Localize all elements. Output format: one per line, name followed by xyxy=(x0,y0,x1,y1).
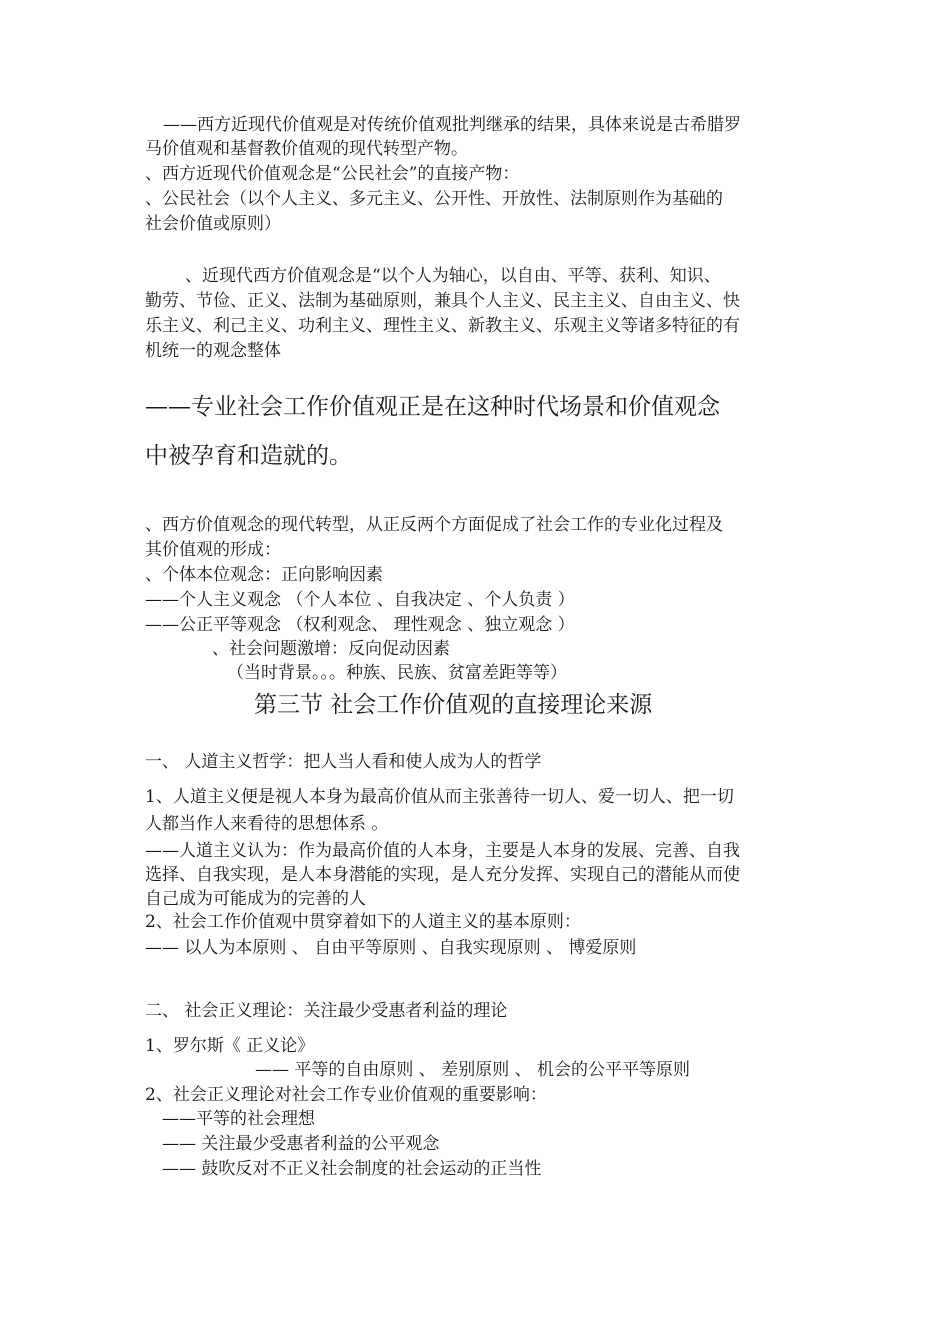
text-line: 、西方价值观念的现代转型，从正反两个方面促成了社会工作的专业化过程及 xyxy=(145,515,723,535)
text-line: —— 平等的自由原则 、 差别原则 、 机会的公平平等原则 xyxy=(255,1060,691,1080)
text-line: 、西方近现代价值观念是“公民社会”的直接产物： xyxy=(145,164,520,184)
text-line: 、近现代西方价值观念是“以个人为轴心，以自由、平等、获利、知识、 xyxy=(185,266,721,286)
text-line: —— 以人为本原则 、 自由平等原则 、自我实现原则 、 博爱原则 xyxy=(145,938,637,958)
text-line: ——公正平等观念 （权利观念、 理性观念 、独立观念 ） xyxy=(145,615,575,635)
subsection-heading: 二、 社会正义理论：关注最少受惠者利益的理论 xyxy=(145,1001,508,1021)
text-line: 、个体本位观念：正向影响因素 xyxy=(145,565,383,585)
text-line: 人都当作人来看待的思想体系 。 xyxy=(145,814,389,834)
text-line: 1、人道主义便是视人本身为最高价值从而主张善待一切人、爱一切人、把一切 xyxy=(145,787,734,807)
text-line: 、社会问题激增：反向促动因素 xyxy=(212,639,450,659)
text-line: 1、罗尔斯《 正义论》 xyxy=(145,1036,315,1056)
text-line: ——个人主义观念 （个人本位 、自我决定 、个人负责 ） xyxy=(145,590,575,610)
text-line: 其价值观的形成： xyxy=(145,540,281,560)
text-line: ——平等的社会理想 xyxy=(162,1109,315,1129)
text-line: 马价值观和基督教价值观的现代转型产物。 xyxy=(145,139,468,159)
text-line: ——人道主义认为：作为最高价值的人本身，主要是人本身的发展、完善、自我 xyxy=(145,841,740,861)
text-line: 、公民社会（以个人主义、多元主义、公开性、开放性、法制原则作为基础的 xyxy=(145,189,723,209)
text-line: 2、社会工作价值观中贯穿着如下的人道主义的基本原则： xyxy=(145,912,581,932)
text-line: 2、社会正义理论对社会工作专业价值观的重要影响： xyxy=(145,1085,547,1105)
emphasis-line: ——专业社会工作价值观正是在这种时代场景和价值观念 xyxy=(145,394,720,420)
text-line: 选择、自我实现，是人本身潜能的实现，是人充分发挥、实现自己的潜能从而使 xyxy=(145,865,740,885)
text-line: 社会价值或原则） xyxy=(145,214,281,234)
text-line: ——西方近现代价值观是对传统价值观批判继承的结果，具体来说是古希腊罗 xyxy=(163,115,741,135)
text-line: 勤劳、节俭、正义、法制为基础原则，兼具个人主义、民主主义、自由主义、快 xyxy=(145,291,740,311)
text-line: （当时背景。。。种族、民族、贫富差距等等） xyxy=(227,663,567,683)
text-line: —— 鼓吹反对不正义社会制度的社会运动的正当性 xyxy=(162,1159,542,1179)
emphasis-line: 中被孕育和造就的。 xyxy=(145,443,352,469)
text-line: —— 关注最少受惠者利益的公平观念 xyxy=(162,1134,440,1154)
text-line: 机统一的观念整体 xyxy=(145,341,281,361)
text-line: 乐主义、利己主义、功利主义、理性主义、新教主义、乐观主义等诸多特征的有 xyxy=(145,316,740,336)
subsection-heading: 一、 人道主义哲学：把人当人看和使人成为人的哲学 xyxy=(145,752,542,772)
text-line: 自己成为可能成为的完善的人 xyxy=(145,889,366,909)
section-heading: 第三节 社会工作价值观的直接理论来源 xyxy=(254,692,653,718)
